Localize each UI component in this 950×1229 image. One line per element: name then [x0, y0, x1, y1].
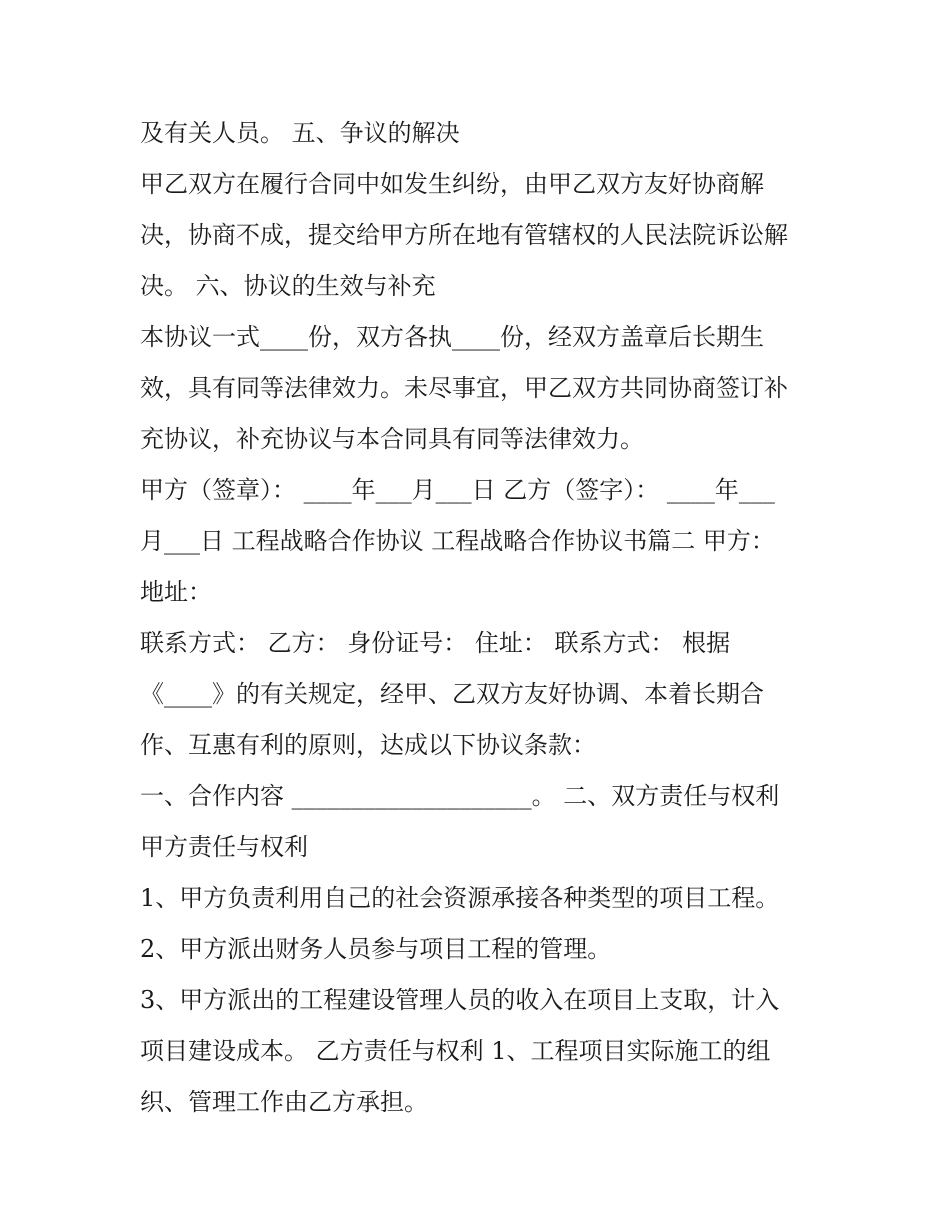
text-line-11: 联系方式： 乙方： 身份证号： 住址： 联系方式： 根据 [140, 629, 731, 657]
text-line-1: 及有关人员。 五、争议的解决 [140, 119, 460, 147]
text-line-17: 2、甲方派出财务人员参与项目工程的管理。 [140, 935, 612, 963]
text-line-2: 甲乙双方在履行合同中如发生纠纷，由甲乙双方友好协商解 [140, 170, 764, 198]
text-line-3: 决，协商不成，提交给甲方所在地有管辖权的人民法院诉讼解 [140, 221, 788, 249]
text-line-6: 效，具有同等法律效力。未尽事宜，甲乙双方共同协商签订补 [140, 374, 788, 402]
text-line-19: 项目建设成本。 乙方责任与权利 1、工程项目实际施工的组 [140, 1037, 771, 1065]
text-line-10: 地址： [140, 578, 212, 606]
text-line-20: 织、管理工作由乙方承担。 [140, 1088, 428, 1116]
text-line-7: 充协议，补充协议与本合同具有同等法律效力。 [140, 425, 644, 453]
document-body [140, 108, 830, 1128]
text-line-8: 甲方（签章）： ____年___月___日 乙方（签字）： ____年___ [140, 476, 775, 504]
text-line-13: 作、互惠有利的原则，达成以下协议条款： [140, 731, 596, 759]
text-line-15: 甲方责任与权利 [140, 833, 308, 861]
text-line-12: 《____》的有关规定，经甲、乙双方友好协调、本着长期合 [140, 680, 764, 708]
text-line-5: 本协议一式____份，双方各执____份，经双方盖章后长期生 [140, 323, 764, 351]
text-line-16: 1、甲方负责利用自己的社会资源承接各种类型的项目工程。 [140, 884, 780, 912]
text-line-9: 月___日 工程战略合作协议 工程战略合作协议书篇二 甲方： [140, 527, 775, 555]
text-line-4: 决。 六、协议的生效与补充 [140, 272, 436, 300]
text-line-18: 3、甲方派出的工程建设管理人员的收入在项目上支取，计入 [140, 986, 780, 1014]
text-line-14: 一、合作内容 ____________________。 二、双方责任与权利 [140, 782, 780, 810]
